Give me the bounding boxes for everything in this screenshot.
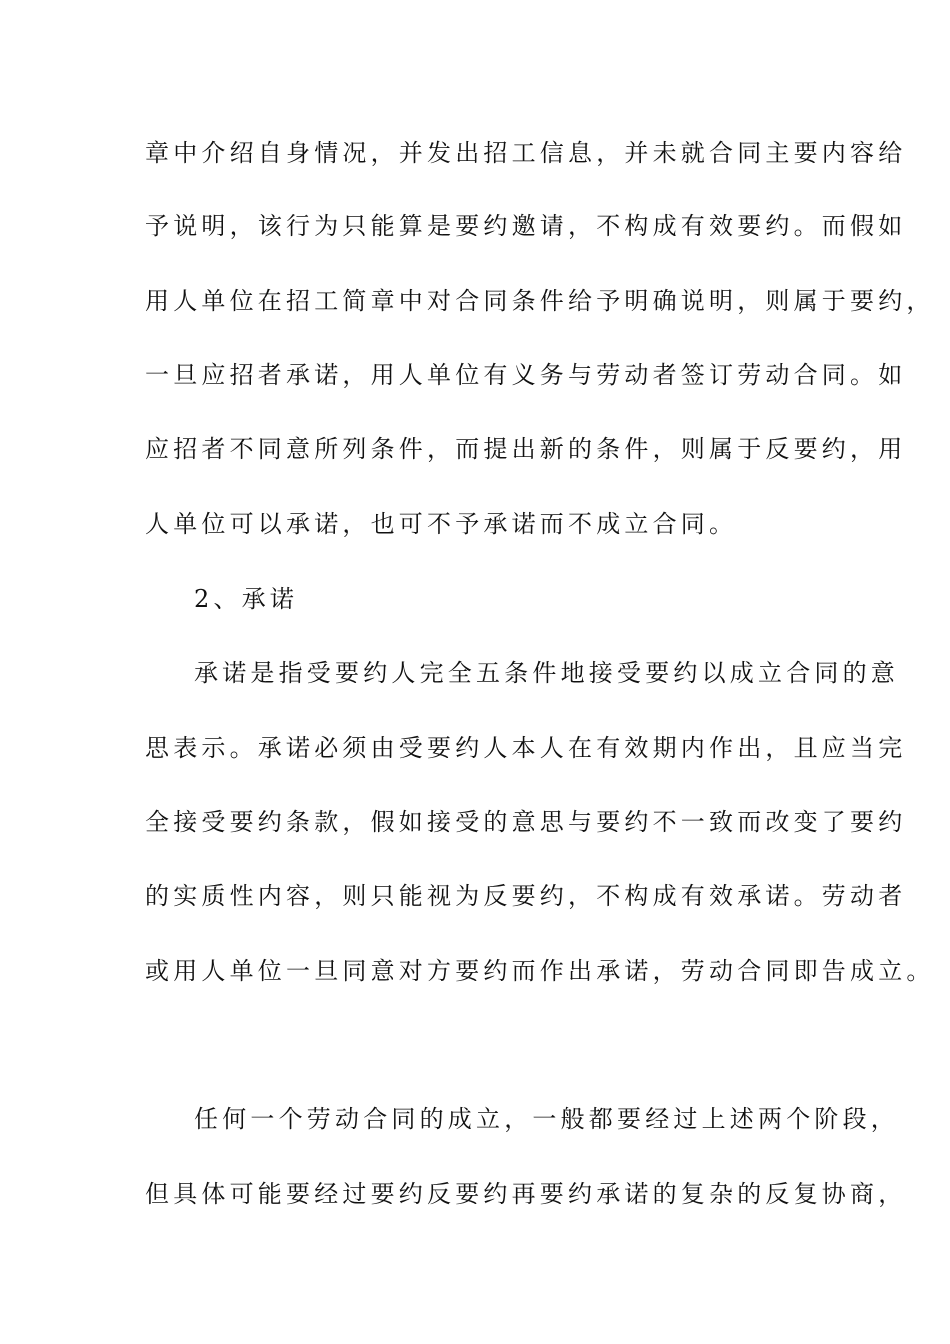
paragraph-line: 但具体可能要经过要约反要约再要约承诺的复杂的反复协商，	[145, 1180, 907, 1208]
paragraph-line: 人单位可以承诺，也可不予承诺而不成立合同。	[145, 510, 738, 538]
paragraph-line: 的实质性内容，则只能视为反要约，不构成有效承诺。劳动者	[145, 882, 907, 910]
paragraph-line: 思表示。承诺必须由受要约人本人在有效期内作出，且应当完	[145, 734, 907, 762]
paragraph-line: 一旦应招者承诺，用人单位有义务与劳动者签订劳动合同。如	[145, 361, 907, 389]
paragraph-line: 全接受要约条款，假如接受的意思与要约不一致而改变了要约	[145, 808, 907, 836]
paragraph-line: 任何一个劳动合同的成立，一般都要经过上述两个阶段，	[194, 1105, 899, 1133]
paragraph-line: 承诺是指受要约人完全五条件地接受要约以成立合同的意	[194, 659, 899, 687]
section-heading: 2、承诺	[194, 585, 299, 613]
paragraph-line: 予说明，该行为只能算是要约邀请，不构成有效要约。而假如	[145, 212, 907, 240]
paragraph-line: 或用人单位一旦同意对方要约而作出承诺，劳动合同即告成立。	[145, 957, 935, 985]
paragraph-line: 用人单位在招工简章中对合同条件给予明确说明，则属于要约，	[145, 287, 935, 315]
paragraph-line: 应招者不同意所列条件，而提出新的条件，则属于反要约，用	[145, 435, 907, 463]
paragraph-line: 章中介绍自身情况，并发出招工信息，并未就合同主要内容给	[145, 139, 907, 167]
